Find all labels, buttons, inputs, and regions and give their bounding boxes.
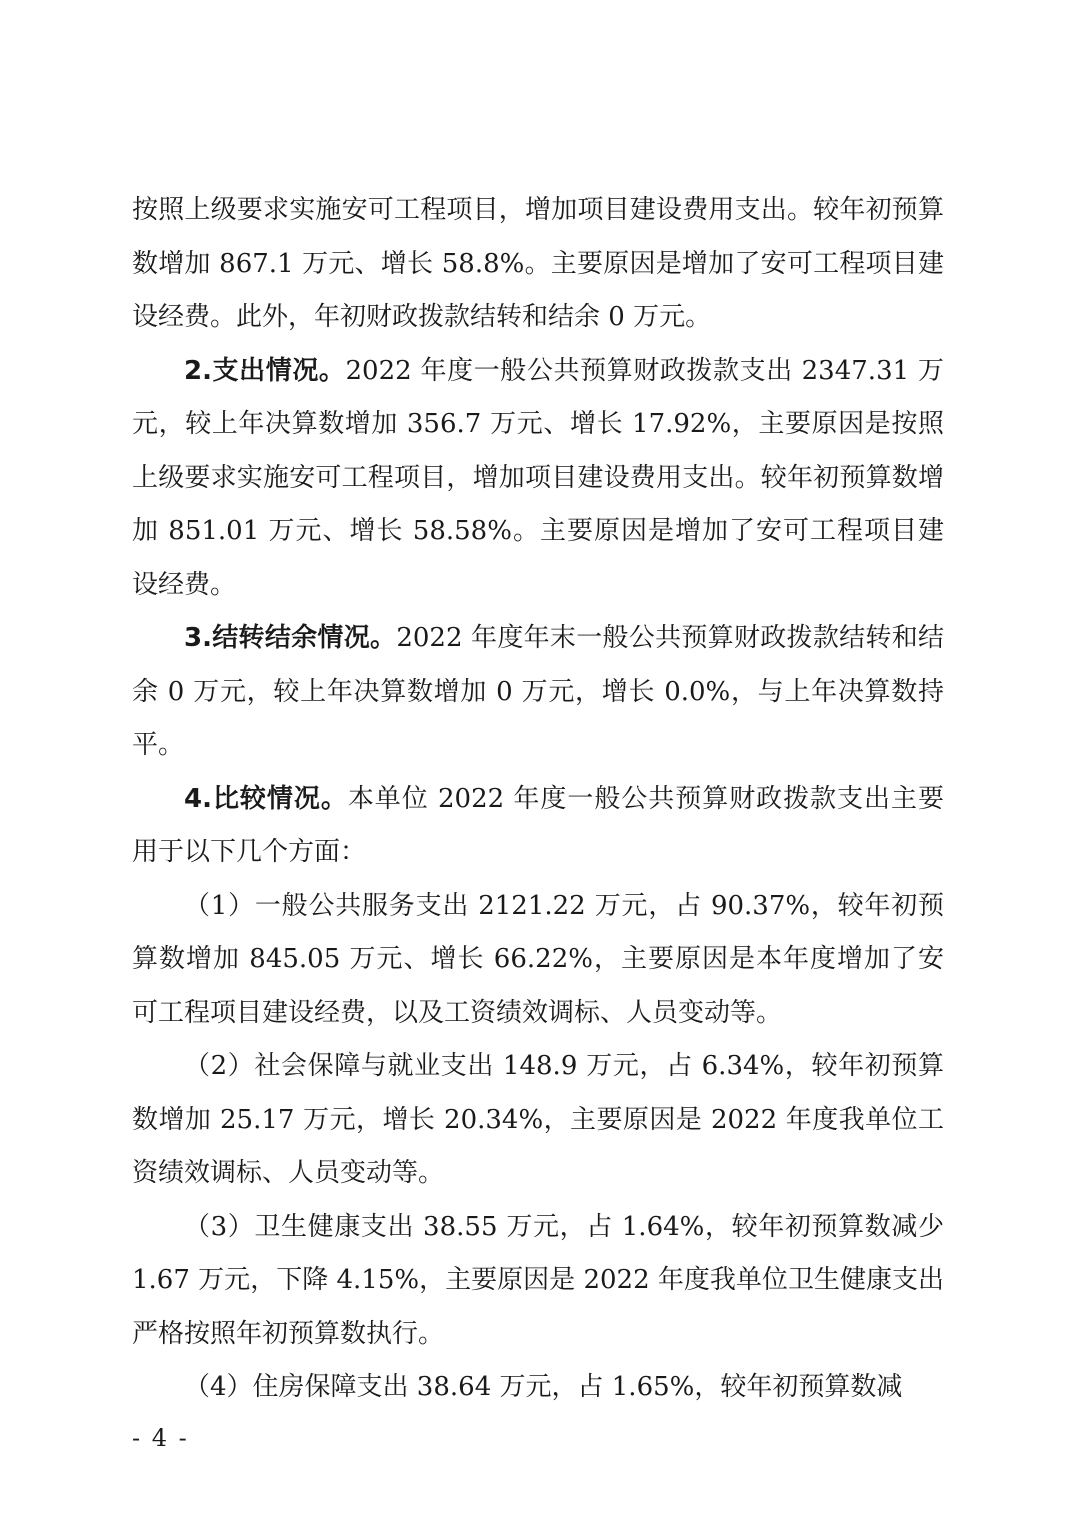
- paragraph-item-3: [132, 1201, 944, 1362]
- paragraph-comparison: [132, 773, 944, 880]
- paragraph-expenditure: [132, 345, 944, 613]
- paragraph-lead: 2.支出情况。: [184, 355, 346, 386]
- paragraph-item-1: [132, 880, 944, 1041]
- paragraph-item-4: [132, 1361, 944, 1415]
- paragraph-text: （2）社会保障与就业支出 148.9 万元，占 6.34%，较年初预算数增加 25.17 万元，增长 20.34%，主要原因是 2022 年度我单位工资绩效调标、人员变动等。: [132, 1051, 944, 1188]
- paragraph-text: （1）一般公共服务支出 2121.22 万元，占 90.37%，较年初预算数增加 845.05 万元、增长 66.22%，主要原因是本年度增加了安可工程项目建设经费，以及工资绩效调标、人员变动等。: [132, 890, 944, 1028]
- paragraph-carryover: [132, 612, 944, 773]
- paragraph-text: （3）卫生健康支出 38.55 万元，占 1.64%，较年初预算数减少 1.67 万元，下降 4.15%，主要原因是 2022 年度我单位卫生健康支出严格按照年初预算数执行。: [132, 1211, 944, 1349]
- paragraph-lead: 4.比较情况。: [184, 783, 348, 814]
- paragraph-text: 按照上级要求实施安可工程项目，增加项目建设费用支出。较年初预算数增加 867.1 万元、增长 58.8%。主要原因是增加了安可工程项目建设经费。此外，年初财政拨款结转和结余 0 万元。: [132, 195, 944, 332]
- document-body: [132, 184, 944, 1415]
- paragraph-text: （4）住房保障支出 38.64 万元，占 1.65%，较年初预算数减: [184, 1372, 903, 1402]
- paragraph-item-2: [132, 1040, 944, 1201]
- page-number: - 4 -: [132, 1424, 189, 1452]
- paragraph-text: 本单位 2022 年度一般公共预算财政拨款支出主要用于以下几个方面：: [132, 783, 945, 867]
- paragraph-lead: 3.结转结余情况。: [184, 623, 397, 653]
- paragraph-revenue-continued: [132, 184, 944, 345]
- paragraph-text: 2022 年度一般公共预算财政拨款支出 2347.31 万元，较上年决算数增加 356.7 万元、增长 17.92%，主要原因是按照上级要求实施安可工程项目，增加项目建设费用支出。较年初预算数增加 851.01 万元、增长 58.58%。主要原因是增加了安可工程项目建设经费。: [132, 355, 945, 600]
- paragraph-text: 2022 年度年末一般公共预算财政拨款结转和结余 0 万元，较上年决算数增加 0 万元，增长 0.0%，与上年决算数持平。: [132, 623, 945, 760]
